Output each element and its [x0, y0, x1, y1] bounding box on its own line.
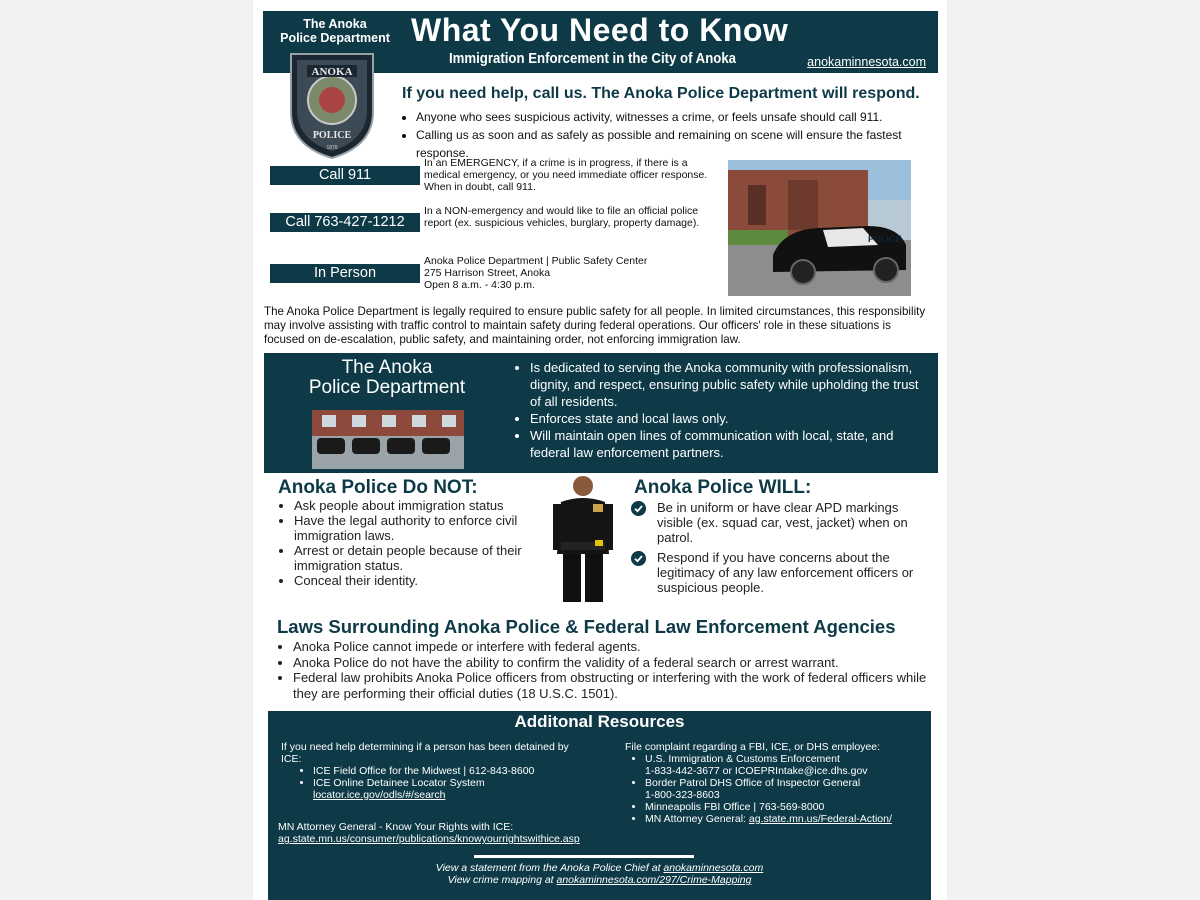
resources-right: [625, 741, 925, 825]
will-item-text: Be in uniform or have clear APD markings visible (ex. squad car, vest, jacket) when on patrol.: [657, 500, 908, 545]
call-nonemergency-label[interactable]: Call 763-427-1212: [270, 213, 420, 232]
page-title: What You Need to Know: [411, 12, 789, 48]
resources-right-line: 1-833-442-3677 or ICOEPRIntake@ice.dhs.gov: [645, 765, 868, 777]
laws-item: • Anoka Police cannot impede or interfere with federal agents.: [293, 639, 933, 655]
ag-rights-link[interactable]: ag.state.mn.us/consumer/publications/knowyourrightswithice.asp: [278, 833, 580, 845]
page-subtitle: Immigration Enforcement in the City of Anoka: [449, 50, 737, 67]
resources-footer: [268, 862, 931, 886]
will-heading: Anoka Police WILL:: [634, 477, 812, 498]
call-911-description: In an EMERGENCY, if a crime is in progress, if there is a medical emergency, or you need immediate officer response. When in doubt, call 911.: [424, 157, 708, 193]
call-911-label[interactable]: Call 911: [270, 166, 420, 185]
help-heading: If you need help, call us. The Anoka Police Department will respond.: [402, 85, 920, 102]
resources-right-item: • Minneapolis FBI Office | 763-569-8000: [645, 801, 925, 813]
resources-right-line: MN Attorney General:: [645, 813, 746, 825]
detainee-locator-link[interactable]: locator.ice.gov/odls/#/search: [313, 789, 446, 801]
header-dept-line1: The Anoka: [303, 17, 367, 31]
footer-prefix: View a statement from the Anoka Police Chief at: [435, 862, 664, 874]
resources-left-item: • ICE Field Office for the Midwest | 612-843-8600: [313, 765, 581, 777]
resources-right-line: • Border Patrol DHS Office of Inspector General: [645, 777, 861, 789]
resources-left-list: [281, 765, 581, 801]
resources-left-item: [313, 777, 581, 801]
resources-right-list: [625, 753, 925, 825]
dept-band-title-line2: Police Department: [308, 377, 466, 398]
dept-band-title-line1: The Anoka: [341, 357, 433, 378]
resources-right-item: [645, 813, 925, 825]
laws-item: • Anoka Police do not have the ability to confirm the validity of a federal search or arrest warrant.: [293, 655, 933, 671]
footer-line: [268, 862, 931, 874]
do-not-heading: Anoka Police Do NOT:: [278, 477, 478, 498]
ag-label: MN Attorney General - Know Your Rights with ICE:: [278, 821, 514, 833]
header-dept-line2: Police Department: [280, 31, 390, 45]
resources-heading: Additonal Resources: [514, 712, 685, 731]
in-person-line: Anoka Police Department | Public Safety Center: [424, 255, 648, 267]
will-item-text: Respond if you have concerns about the legitimacy of any law enforcement officers or suspicious people.: [657, 550, 914, 595]
resources-divider: [474, 855, 694, 858]
footer-prefix: View crime mapping at: [447, 874, 557, 886]
footer-line: [268, 874, 931, 886]
help-bullet: • Calling us as soon and as safely as possible and remaining on scene will ensure the fastest response.: [416, 126, 946, 162]
dept-band-item: • Will maintain open lines of communication with local, state, and federal law enforcement partners.: [530, 427, 930, 461]
laws-heading: Laws Surrounding Anoka Police & Federal Law Enforcement Agencies: [277, 616, 896, 637]
chief-statement-link[interactable]: anokaminnesota.com: [663, 862, 764, 874]
resources-right-line: 1-800-323-8603: [645, 789, 720, 801]
ag-federal-action-link[interactable]: ag.state.mn.us/Federal-Action/: [748, 813, 892, 825]
laws-list: [277, 639, 933, 701]
resources-right-line: • U.S. Immigration & Customs Enforcement: [645, 753, 840, 765]
laws-item: • Federal law prohibits Anoka Police officers from obstructing or interfering with the work of federal officers while they are performing their official duties (18 U.S.C. 1501).: [293, 670, 933, 701]
do-not-item: • Have the legal authority to enforce civil immigration laws.: [294, 513, 559, 543]
checkmark-icon: [631, 551, 646, 566]
resources-right-item: [645, 753, 925, 777]
dept-band-item: • Enforces state and local laws only.: [530, 410, 930, 427]
header-dept-name: [275, 17, 395, 45]
resources-panel: [268, 711, 931, 900]
police-car-photo: [728, 160, 911, 296]
call-nonemergency-description: In a NON-emergency and would like to file an official police report (ex. suspicious vehicles, burglary, property damage).: [424, 205, 700, 229]
flyer-page: [253, 0, 947, 900]
resources-left-intro: If you need help determining if a person has been detained by ICE:: [281, 741, 569, 765]
police-fleet-photo: [312, 410, 464, 469]
badge-bottom-text: POLICE: [312, 130, 352, 141]
officer-photo: [543, 474, 623, 604]
do-not-list: [278, 498, 559, 588]
in-person-label: In Person: [270, 264, 420, 283]
help-list: [402, 108, 946, 162]
do-not-item: • Arrest or detain people because of their immigration status.: [294, 543, 559, 573]
crime-mapping-link[interactable]: anokaminnesota.com/297/Crime-Mapping: [556, 874, 752, 886]
badge-top-text: ANOKA: [311, 66, 353, 78]
car-police-text: POLICE: [868, 234, 902, 244]
dept-band-item: • Is dedicated to serving the Anoka community with professionalism, dignity, and respect, ensuring public safety while upholding the trust of all residents.: [530, 359, 930, 410]
in-person-description: [424, 255, 714, 291]
resources-left: [281, 741, 581, 801]
badge-year-text: 1878: [326, 145, 338, 151]
checkmark-icon: [631, 501, 646, 516]
do-not-item: • Ask people about immigration status: [294, 498, 559, 513]
dept-band-list: [516, 359, 930, 461]
resources-right-intro: File complaint regarding a FBI, ICE, or DHS employee:: [625, 741, 881, 753]
header-website-link[interactable]: anokaminnesota.com: [807, 55, 926, 69]
resources-left-item-text: • ICE Online Detainee Locator System: [313, 777, 485, 789]
help-bullet: • Anyone who sees suspicious activity, witnesses a crime, or feels unsafe should call 911.: [416, 108, 946, 126]
in-person-line: Open 8 a.m. - 4:30 p.m.: [424, 279, 535, 291]
resources-ag: [278, 821, 678, 845]
dept-band-title: [287, 358, 487, 398]
legal-statement: The Anoka Police Department is legally required to ensure public safety for all people. In limited circumstances, this responsibility may involve assisting with traffic control to maintain safety during federal operations. Our officers' role in these situations is focused on de-escalation, public safety, and maintaining order, not enforcing immigration law.: [264, 305, 926, 346]
dept-band: [264, 353, 938, 473]
resources-right-item: [645, 777, 925, 801]
in-person-line: 275 Harrison Street, Anoka: [424, 267, 551, 279]
police-badge-logo: [287, 50, 377, 160]
do-not-item: • Conceal their identity.: [294, 573, 559, 588]
